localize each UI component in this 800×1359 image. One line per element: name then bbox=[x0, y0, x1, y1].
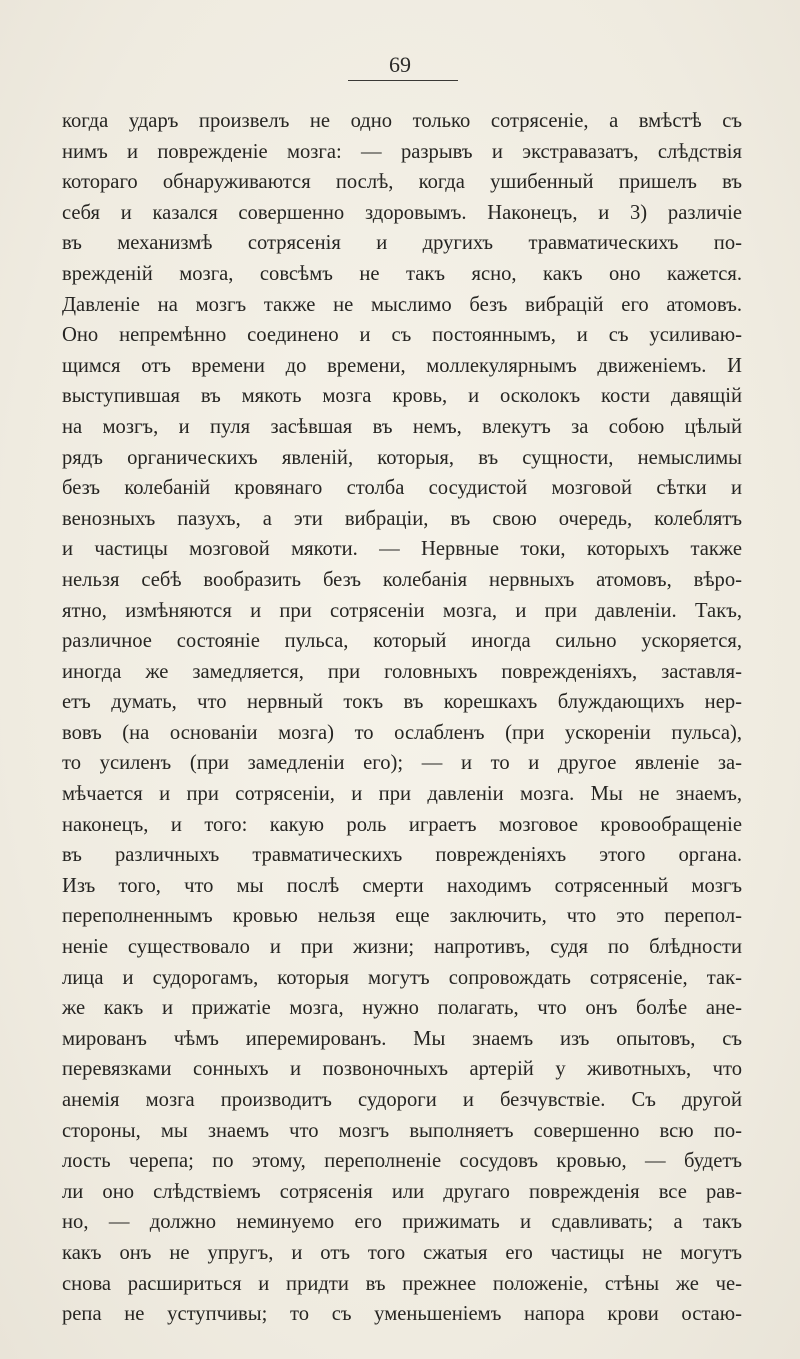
text-line: Оно непремѣнно соединено и съ постояннымъ, и съ усиливаю- bbox=[62, 324, 742, 347]
text-line: мѣчается и при сотрясеніи, и при давленіи мозга. Мы не знаемъ, bbox=[62, 783, 742, 806]
text-line: рядъ органическихъ явленій, которыя, въ сущности, немыслимы bbox=[62, 446, 742, 469]
text-line: Изъ того, что мы послѣ смерти находимъ сотрясенный мозгъ bbox=[62, 874, 742, 897]
text-line: врежденій мозга, совсѣмъ не такъ ясно, какъ оно кажется. bbox=[62, 262, 742, 285]
page-number: 69 bbox=[389, 52, 411, 77]
text-line: когда ударъ произвелъ не одно только сотрясеніе, а вмѣстѣ съ bbox=[62, 110, 742, 132]
text-line: венозныхъ пазухъ, а эти вибраціи, въ свою очередь, колеблятъ bbox=[62, 507, 742, 530]
text-line: неніе существовало и при жизни; напротивъ, судя по блѣдности bbox=[62, 936, 742, 959]
text-line: же какъ и прижатіе мозга, нужно полагать, что онъ болѣе ане- bbox=[62, 997, 742, 1020]
text-line: и частицы мозговой мякоти. — Нервные токи, которыхъ также bbox=[62, 538, 742, 561]
header-rule bbox=[348, 80, 458, 81]
text-line: иногда же замедляется, при головныхъ поврежденіяхъ, заставля- bbox=[62, 660, 742, 683]
text-line: перевязками сонныхъ и позвоночныхъ артерій у животныхъ, что bbox=[62, 1058, 742, 1081]
text-line: лица и судорогамъ, которыя могутъ сопровождать сотрясеніе, так- bbox=[62, 966, 742, 989]
text-line: на мозгъ, и пуля засѣвшая въ немъ, влекутъ за собою цѣлый bbox=[62, 415, 742, 438]
text-line: ли оно слѣдствіемъ сотрясенія или другаго поврежденія все рав- bbox=[62, 1180, 742, 1203]
text-line: себя и казался совершенно здоровымъ. Наконецъ, и 3) различіе bbox=[62, 201, 742, 224]
text-line: безъ колебаній кровянаго столба сосудистой мозговой сѣтки и bbox=[62, 477, 742, 500]
text-line: выступившая въ мякоть мозга кровь, и осколокъ кости давящій bbox=[62, 385, 742, 408]
text-line: стороны, мы знаемъ что мозгъ выполняетъ совершенно всю по- bbox=[62, 1119, 742, 1142]
text-line: то усиленъ (при замедленіи его); — и то и другое явленіе за- bbox=[62, 752, 742, 775]
text-line: снова расшириться и придти въ прежнее положеніе, стѣны же че- bbox=[62, 1272, 742, 1295]
text-line: различное состояніе пульса, который иногда сильно ускоряется, bbox=[62, 630, 742, 653]
text-line: нимъ и поврежденіе мозга: — разрывъ и экстравазатъ, слѣдствія bbox=[62, 140, 742, 163]
text-line: лость черепа; по этому, переполненіе сосудовъ кровью, — будетъ bbox=[62, 1150, 742, 1173]
body-text bbox=[62, 106, 742, 1330]
text-line: какъ онъ не упругъ, и отъ того сжатыя его частицы не могутъ bbox=[62, 1241, 742, 1264]
text-line: вовъ (на основаніи мозга) то ослабленъ (при ускореніи пульса), bbox=[62, 721, 742, 744]
text-line: щимся отъ времени до времени, моллекулярнымъ движеніемъ. И bbox=[62, 354, 742, 377]
text-line: переполненнымъ кровью нельзя еще заключить, что это перепол- bbox=[62, 905, 742, 928]
text-line: въ различныхъ травматическихъ поврежденіяхъ этого органа. bbox=[62, 844, 742, 867]
text-line: етъ думать, что нервный токъ въ корешкахъ блуждающихъ нер- bbox=[62, 691, 742, 714]
text-line: нельзя себѣ вообразить безъ колебанія нервныхъ атомовъ, вѣро- bbox=[62, 568, 742, 591]
text-line: ятно, измѣняются и при сотрясеніи мозга, и при давленіи. Такъ, bbox=[62, 599, 742, 622]
text-line: но, — должно неминуемо его прижимать и сдавливать; а такъ bbox=[62, 1211, 742, 1234]
text-line: анемія мозга производитъ судороги и безчувствіе. Съ другой bbox=[62, 1089, 742, 1111]
text-line: котораго обнаруживаются послѣ, когда ушибенный пришелъ въ bbox=[62, 171, 742, 194]
text-line: мированъ чѣмъ иперемированъ. Мы знаемъ изъ опытовъ, съ bbox=[62, 1027, 742, 1050]
text-line: Давленіе на мозгъ также не мыслимо безъ вибрацій его атомовъ. bbox=[62, 293, 742, 316]
text-line: наконецъ, и того: какую роль играетъ мозговое кровообращеніе bbox=[62, 813, 742, 836]
text-line: репа не уступчивы; то съ уменьшеніемъ напора крови остаю- bbox=[62, 1303, 742, 1326]
text-line: въ механизмѣ сотрясенія и другихъ травматическихъ по- bbox=[62, 232, 742, 255]
